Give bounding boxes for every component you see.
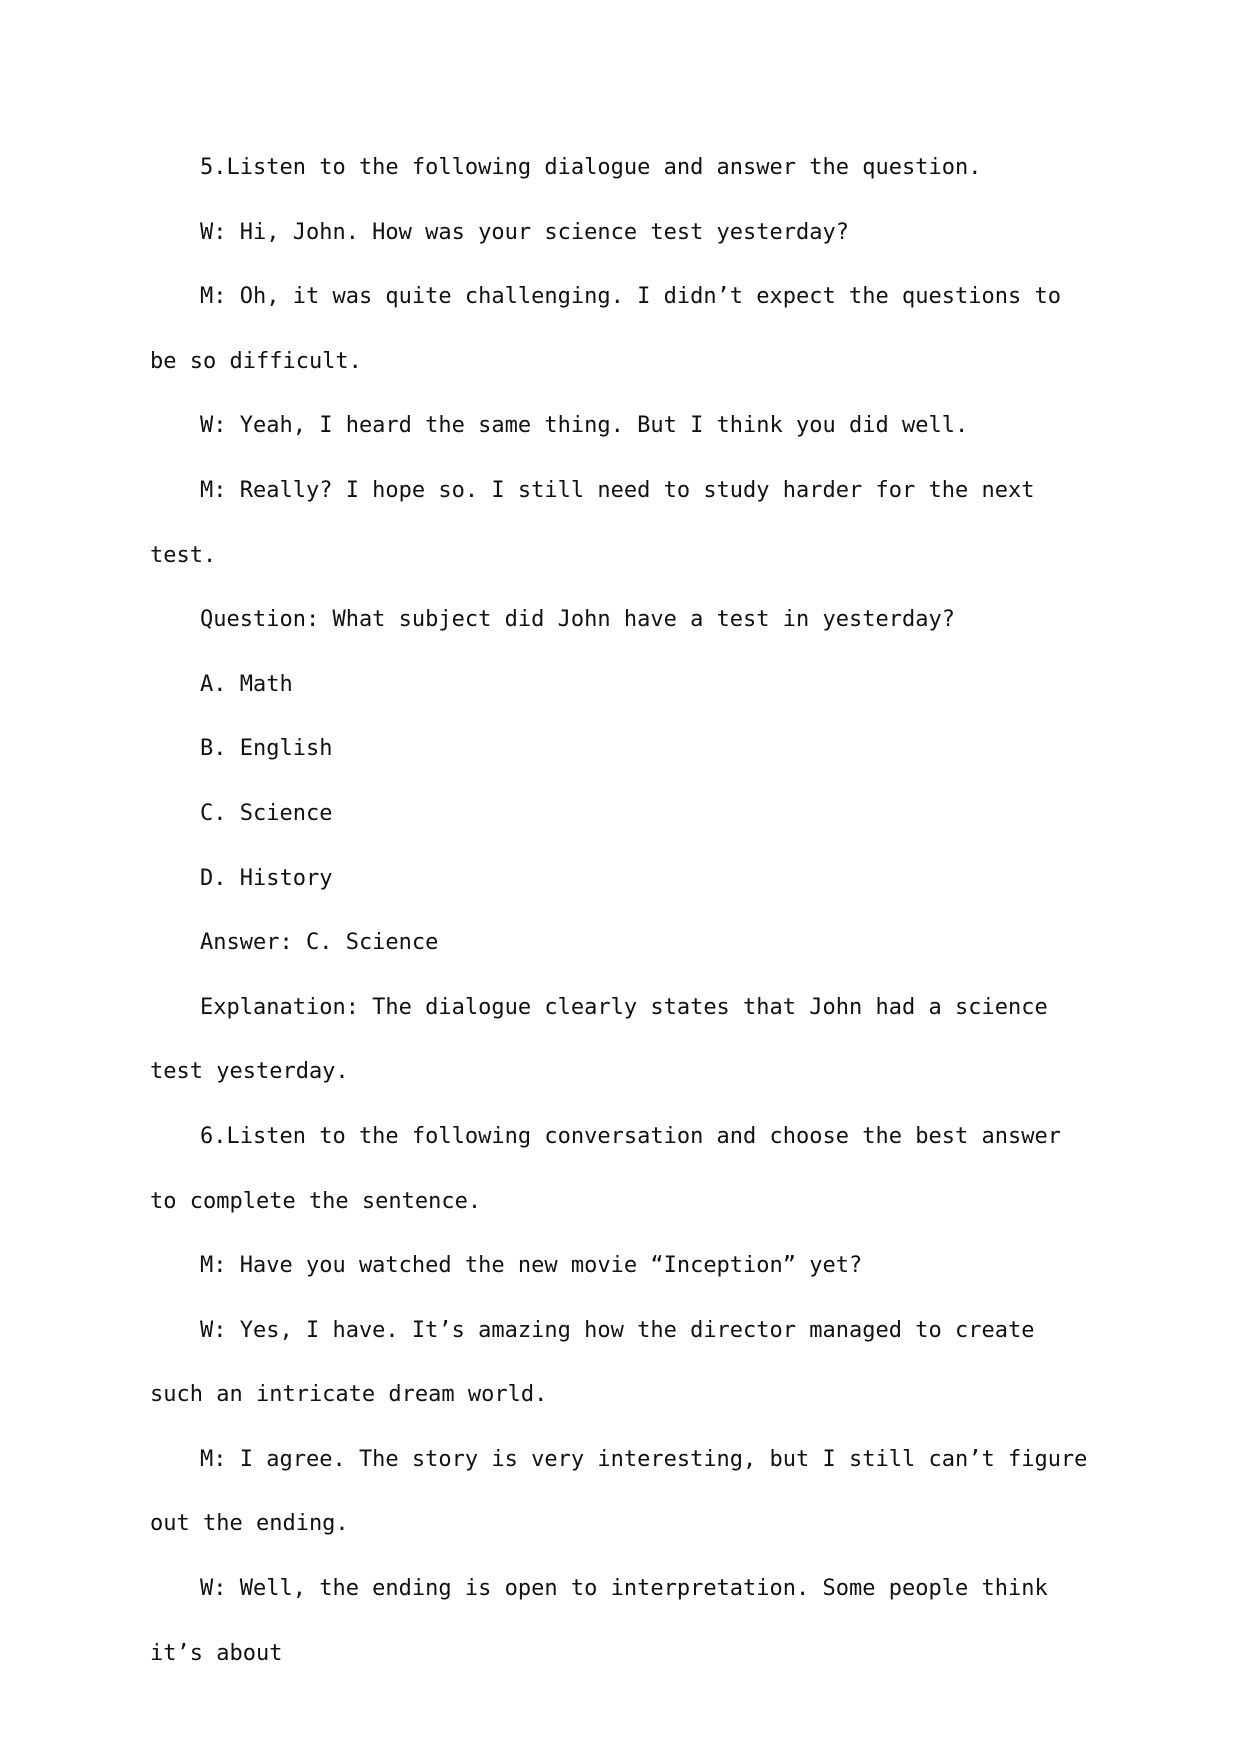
explanation-line: Explanation: The dialogue clearly states that John had a science test yesterday. (150, 994, 1048, 1085)
dialogue-line: M: I agree. The story is very interesting, but I still can’t figure out the ending. (150, 1446, 1088, 1537)
option-d: D. History (200, 865, 333, 891)
answer-line: Answer: C. Science (200, 930, 439, 956)
dialogue-line: W: Yeah, I heard the same thing. But I think you did well. (200, 413, 969, 439)
dialogue-line: M: Oh, it was quite challenging. I didn’t expect the questions to be so difficult. (150, 284, 1061, 374)
document-body (150, 136, 1090, 1686)
dialogue-line: W: Hi, John. How was your science test yesterday? (200, 219, 850, 245)
dialogue-line: M: Have you watched the new movie “Inception” yet? (200, 1253, 863, 1279)
dialogue-line: W: Yes, I have. It’s amazing how the director managed to create such an intricate dream world. (150, 1317, 1035, 1408)
option-a: A. Math (200, 671, 293, 697)
dialogue-line: M: Really? I hope so. I still need to study harder for the next test. (150, 477, 1035, 568)
question-6-prompt: 6.Listen to the following conversation and choose the best answer to complete the sentence. (150, 1123, 1061, 1214)
question-text: Question: What subject did John have a test in yesterday? (200, 607, 955, 633)
question-5-prompt: 5.Listen to the following dialogue and answer the question. (200, 155, 982, 180)
option-c: C. Science (200, 800, 333, 826)
dialogue-line: W: Well, the ending is open to interpretation. Some people think it’s about (150, 1576, 1048, 1666)
option-b: B. English (200, 736, 333, 762)
